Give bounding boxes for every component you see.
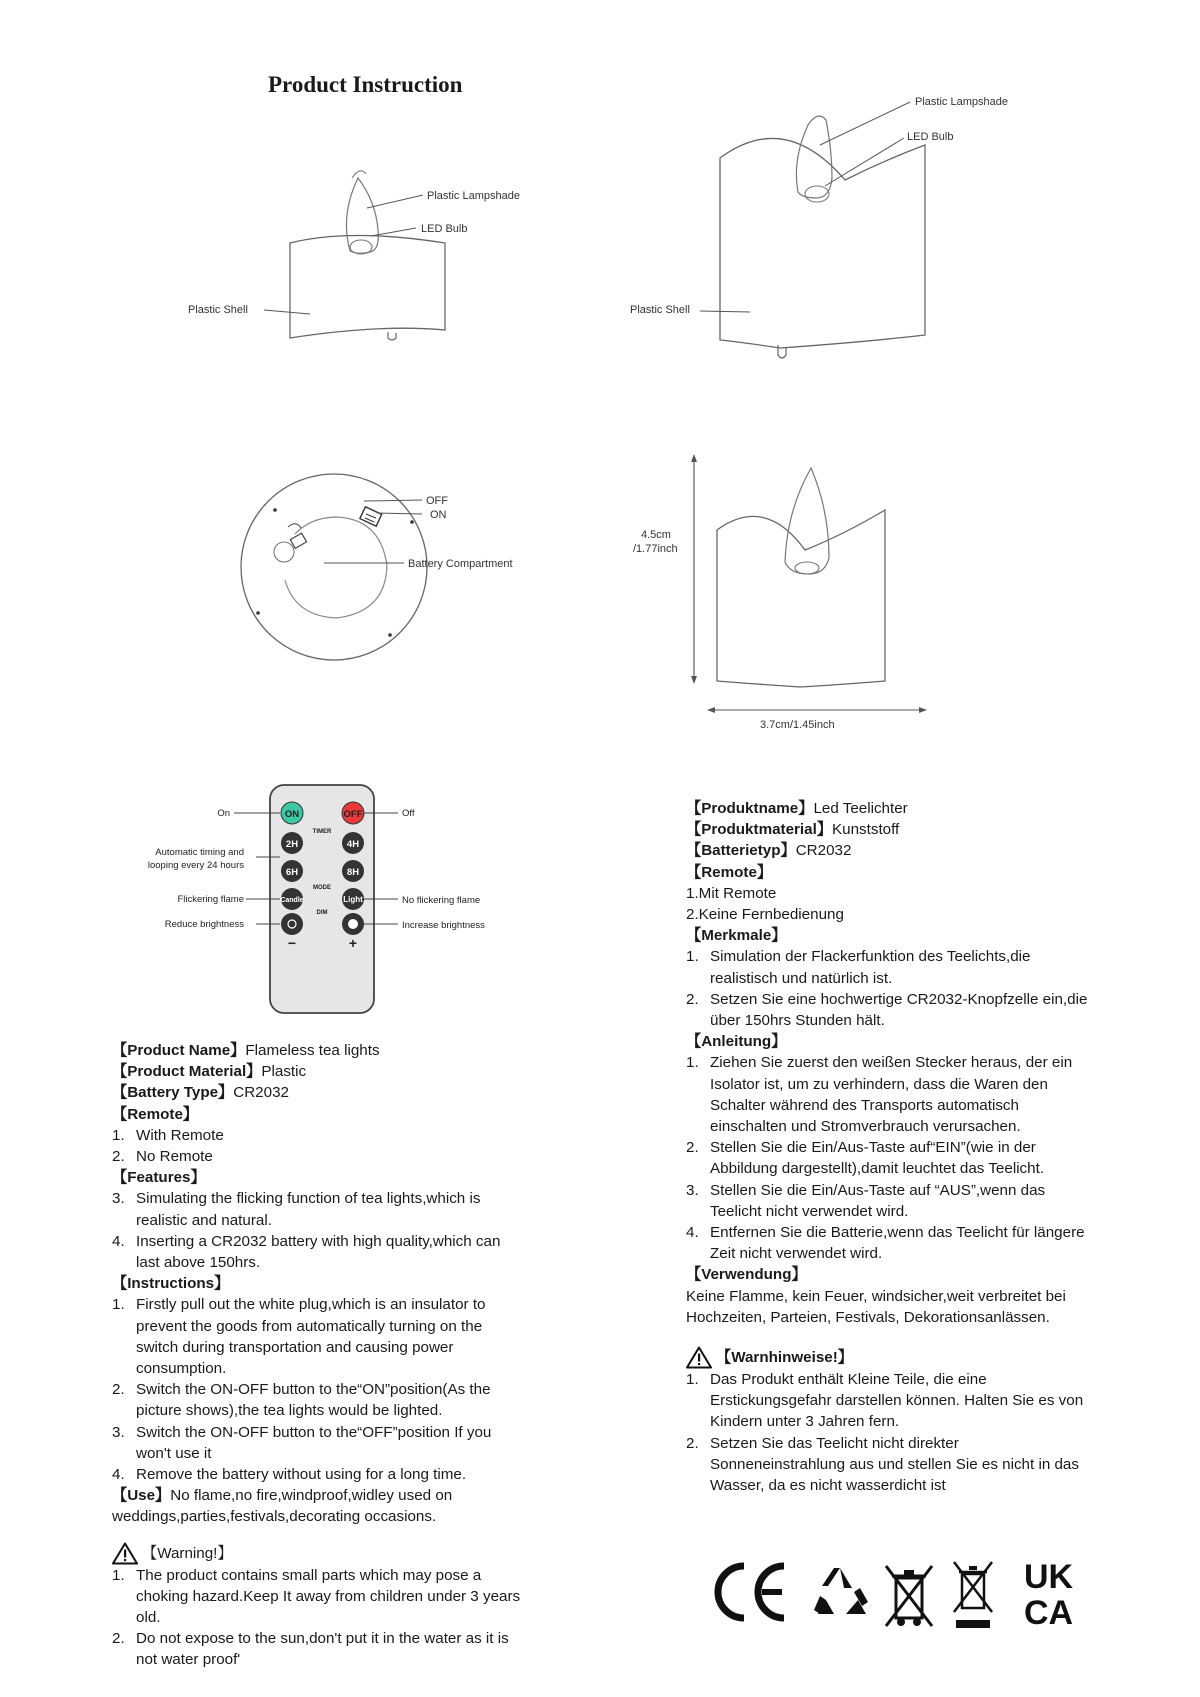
remote-plus-label: + (348, 935, 358, 951)
list-item: 4. Inserting a CR2032 battery with high quality,which can last above 150hrs. (112, 1232, 501, 1272)
english-column (112, 1040, 522, 1671)
height-inch-label: /1.77inch (633, 543, 678, 555)
merkmale-heading: 【Merkmale】 (686, 927, 787, 945)
warnhinweise-list (686, 1369, 1091, 1496)
product-material-value: Plastic (261, 1063, 307, 1081)
remote-heading-de: 【Remote】 (686, 863, 773, 881)
list-item: 1. Simulation der Flackerfunktion des Teelichts,die realistisch und natürlich ist. (686, 948, 1031, 987)
remote-reduce-label: Reduce brightness (164, 919, 244, 930)
remote-4h-button[interactable]: 4H (346, 839, 360, 850)
list-item: 2. Do not expose to the sun,don't put it in the water as it is not water proof' (112, 1630, 509, 1669)
switch-off-label: OFF (426, 495, 448, 507)
remote-off-label: Off (402, 808, 415, 819)
dimension-candle-shape (717, 510, 885, 687)
tall-candle-shell-label: Plastic Shell (630, 304, 690, 316)
tall-candle-lampshade-label: Plastic Lampshade (915, 96, 1008, 108)
tall-candle-led-label: LED Bulb (907, 131, 954, 143)
produktname-value: Led Teelichter (813, 800, 908, 817)
features-list (112, 1188, 522, 1273)
features-heading: 【Features】 (112, 1169, 206, 1187)
list-item: 4. Remove the battery without using for a long time. (112, 1466, 467, 1484)
remote-timer-label: TIMER (312, 829, 332, 835)
remote-on-label: On (217, 808, 230, 819)
remote-heading: 【Remote】 (112, 1105, 199, 1123)
warnhinweise-heading: 【Warnhinweise!】 (716, 1348, 853, 1366)
page-title: Product Instruction (268, 72, 463, 97)
remote-candle-button[interactable]: Candle (280, 897, 304, 904)
ce-mark-icon (706, 1554, 784, 1618)
remote-2h-button[interactable]: 2H (285, 839, 299, 850)
battery-type-row (112, 1082, 522, 1103)
verwendung-heading: 【Verwendung】 (686, 1266, 807, 1284)
remote-timing-label-1: Automatic timing and (155, 847, 244, 858)
anleitung-list (686, 1052, 1091, 1264)
remote-diagram (140, 780, 500, 1020)
remote-6h-button[interactable]: 6H (285, 867, 299, 878)
battery-compartment-ring (285, 517, 387, 618)
produktmaterial-row (686, 819, 1091, 840)
warning-triangle-icon (686, 1346, 712, 1369)
batterietyp-row (686, 840, 1091, 861)
battery-compartment-label: Battery Compartment (408, 558, 513, 570)
remote-light-button[interactable]: Light (343, 895, 363, 904)
list-item: 3. Switch the ON-OFF button to the“OFF”position If you won't use it (112, 1423, 492, 1462)
weee-bin-bar-icon (954, 1562, 992, 1628)
remote-minus-label: − (287, 935, 297, 951)
list-item: 2. Switch the ON-OFF button to the“ON”position(As the picture shows),the tea lights would be lighted. (112, 1381, 491, 1420)
list-item: 1. Ziehen Sie zuerst den weißen Stecker heraus, der ein Isolator ist, um zu verhindern, dass die Waren den Schalter während des Transports automatisch einschalten und Stromverbrauch verursachen. (686, 1054, 1073, 1136)
list-item: 1. Firstly pull out the white plug,which is an insulator to prevent the goods from automatically turning on the switch during transportation and causing power consumption. (112, 1296, 486, 1378)
list-item: 2. Setzen Sie das Teelicht nicht direkter Sonneneinstrahlung aus und stellen Sie es nicht in das Wasser, da es nicht wasserdicht ist (686, 1434, 1079, 1495)
remote-mode-label: MODE (313, 885, 331, 891)
remote-dim-label: DIM (316, 910, 328, 916)
warning-heading: 【Warning!】 (142, 1544, 233, 1562)
anleitung-heading: 【Anleitung】 (686, 1033, 787, 1051)
small-candle-lampshade-label: Plastic Lampshade (427, 190, 520, 202)
product-name-label: 【Product Name】 (112, 1042, 246, 1059)
product-name-value: Flameless tea lights (245, 1042, 380, 1059)
instructions-heading: 【Instructions】 (112, 1275, 230, 1293)
list-item: 1. With Remote (112, 1126, 224, 1144)
remote-on-button[interactable]: ON (284, 809, 300, 820)
small-candle-flame-shape (346, 178, 378, 253)
small-candle-shell-label: Plastic Shell (188, 304, 248, 316)
remote-no-flickering-label: No flickering flame (402, 895, 481, 906)
german-column (686, 798, 1091, 1496)
compliance-marks (706, 1554, 1086, 1634)
remote-increase-label: Increase brightness (402, 920, 485, 931)
switch-on-label: ON (430, 509, 447, 521)
remote-line-1-de: 1.Mit Remote (686, 884, 777, 902)
list-item: 3. Simulating the flicking function of tea lights,which is realistic and natural. (112, 1190, 481, 1229)
list-item: 3. Stellen Sie die Ein/Aus-Taste auf “AUS”,wenn das Teelicht nicht verwendet wird. (686, 1181, 1046, 1220)
use-text: No flame,no fire,windproof,widley used on weddings,parties,festivals,decorating occasions. (112, 1487, 453, 1526)
list-item: 2. Stellen Sie die Ein/Aus-Taste auf“EIN”(wie in der Abbildung dargestellt),damit leuchtet das Teelicht. (686, 1139, 1045, 1178)
list-item: 1. The product contains small parts which may pose a choking hazard.Keep It away from children under 3 years old. (112, 1566, 521, 1627)
remote-timing-label-2: looping every 24 hours (147, 860, 244, 871)
produktmaterial-value: Kunststoff (832, 821, 900, 839)
small-candle-led-label: LED Bulb (421, 223, 468, 235)
product-name-row (112, 1040, 522, 1061)
product-material-row (112, 1061, 522, 1082)
small-candle-shell-shape (290, 236, 445, 339)
dimension-diagram (615, 450, 945, 740)
height-cm-label: 4.5cm (641, 529, 671, 541)
recycle-icon (814, 1568, 868, 1614)
batterietyp-value: CR2032 (795, 842, 852, 860)
remote-8h-button[interactable]: 8H (346, 867, 360, 878)
list-item: 2. Setzen Sie eine hochwertige CR2032-Knopfzelle ein,die über 150hrs Stunden hält. (686, 990, 1088, 1030)
battery-base-circle (241, 474, 427, 660)
sun-large-icon (348, 919, 358, 929)
small-candle-diagram (180, 160, 560, 360)
battery-type-label: 【Battery Type】 (112, 1084, 234, 1102)
batterietyp-label: 【Batterietyp】 (686, 842, 796, 860)
battery-type-value: CR2032 (233, 1084, 289, 1102)
warning-triangle-icon (112, 1542, 138, 1565)
remote-off-button[interactable]: OFF (343, 809, 363, 820)
ukca-mark-icon (1024, 1558, 1074, 1632)
svg-text:CA: CA (1024, 1594, 1074, 1632)
use-paragraph (112, 1485, 522, 1527)
battery-diagram (240, 470, 570, 670)
warning-list (112, 1565, 522, 1671)
merkmale-list (686, 946, 1091, 1031)
list-item: 4. Entfernen Sie die Batterie,wenn das Teelicht für längere Zeit nicht verwendet wird. (686, 1224, 1085, 1263)
tall-candle-shell-shape (720, 138, 925, 348)
instructions-list (112, 1294, 522, 1485)
produktmaterial-label: 【Produktmaterial】 (686, 821, 833, 839)
warnhinweise-heading-row (686, 1346, 1091, 1369)
produktname-row (686, 798, 1091, 819)
list-item: 1. Das Produkt enthält Kleine Teile, die eine Erstickungsgefahr darstellen können. Halten Sie es von Kindern unter 3 Jahren fern. (686, 1371, 1084, 1431)
dimension-flame-shape (785, 468, 829, 574)
remote-dim-down-button[interactable] (281, 913, 303, 935)
produktname-label: 【Produktname】 (686, 800, 814, 817)
tall-candle-diagram (620, 90, 1060, 380)
width-label: 3.7cm/1.45inch (760, 719, 835, 731)
use-label: 【Use】 (112, 1487, 171, 1505)
remote-line-2-de: 2.Keine Fernbedienung (686, 906, 844, 924)
weee-bin-icon (886, 1566, 932, 1626)
svg-text:UK: UK (1024, 1558, 1074, 1596)
list-item: 2. No Remote (112, 1148, 213, 1166)
warning-heading-row (112, 1542, 522, 1565)
product-material-label: 【Product Material】 (112, 1063, 262, 1081)
small-candle-led-shape (350, 240, 372, 254)
remote-list (112, 1125, 522, 1167)
verwendung-text: Keine Flamme, kein Feuer, windsicher,weit verbreitet bei Hochzeiten, Parteien, Festivals, Dekorationsanlässen. (686, 1287, 1066, 1326)
remote-flickering-label: Flickering flame (177, 894, 244, 905)
svg-text:CE: CE (706, 1554, 708, 1555)
